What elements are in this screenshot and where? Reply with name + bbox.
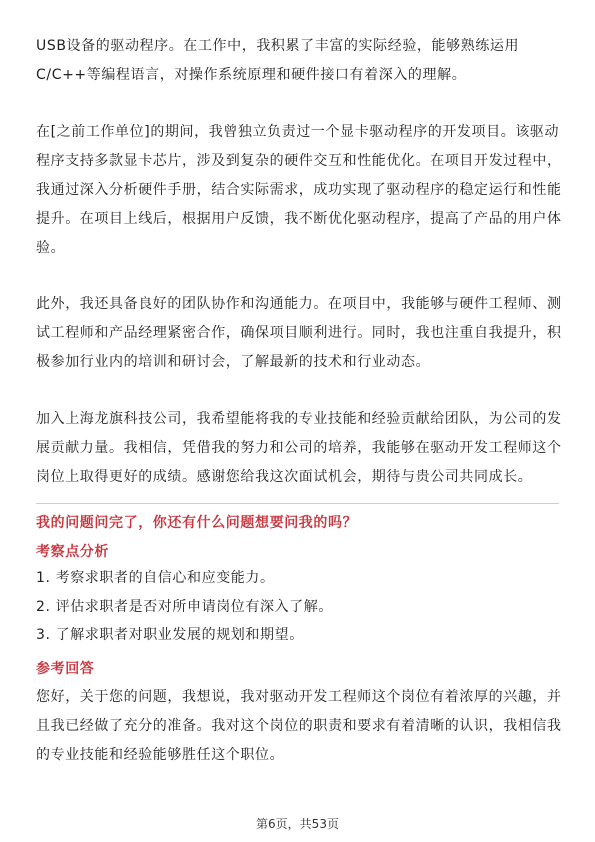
paragraph-line: 程序支持多款显卡芯片，涉及到复杂的硬件交互和性能优化。在项目开发过程中， xyxy=(36,153,562,169)
paragraph-line: 我通过深入分析硬件手册，结合实际需求，成功实现了驱动程序的稳定运行和性能 xyxy=(36,182,562,198)
paragraph-line: USB设备的驱动程序。在工作中，我积累了丰富的实际经验，能够熟练运用 xyxy=(36,38,520,54)
paragraph-line: 极参加行业内的培训和研讨会，了解最新的技术和行业动态。 xyxy=(36,354,431,370)
paragraph-line: 在[之前工作单位]的期间，我曾独立负责过一个显卡驱动程序的开发项目。该驱动 xyxy=(36,124,560,140)
paragraph-line: 且我已经做了充分的准备。我对这个岗位的职责和要求有着清晰的认识，我相信我 xyxy=(36,718,562,734)
analysis-item: 1. 考察求职者的自信心和应变能力。 xyxy=(36,570,275,586)
paragraph-line: 展贡献力量。我相信，凭借我的努力和公司的培养，我能够在驱动开发工程师这个 xyxy=(36,440,562,456)
analysis-item: 2. 评估求职者是否对所申请岗位有深入了解。 xyxy=(36,599,334,615)
paragraph-line: 加入上海龙旗科技公司，我希望能将我的专业技能和经验贡献给团队，为公司的发 xyxy=(36,411,562,427)
paragraph-line: 试工程师和产品经理紧密合作，确保项目顺利进行。同时，我也注重自我提升，积 xyxy=(36,325,562,341)
reference-answer xyxy=(36,683,560,770)
analysis-item: 3. 了解求职者对职业发展的规划和期望。 xyxy=(36,627,304,643)
paragraph-line: 验。 xyxy=(36,240,66,256)
paragraph-motivation xyxy=(36,405,560,492)
page-number: 第6页，共53页 xyxy=(256,817,339,831)
reference-heading: 参考回答 xyxy=(36,661,95,677)
paragraph-line: 的专业技能和经验能够胜任这个职位。 xyxy=(36,747,285,763)
paragraph-line: 提升。在项目上线后，根据用户反馈，我不断优化驱动程序，提高了产品的用户体 xyxy=(36,211,562,227)
paragraph-line: 岗位上取得更好的成绩。感谢您给我这次面试机会，期待与贵公司共同成长。 xyxy=(36,469,533,485)
paragraph-experience xyxy=(36,32,560,90)
analysis-heading: 考察点分析 xyxy=(36,544,109,560)
paragraph-line: 您好，关于您的问题，我想说，我对驱动开发工程师这个岗位有着浓厚的兴趣，并 xyxy=(36,689,562,705)
paragraph-line: 此外，我还具备良好的团队协作和沟通能力。在项目中，我能够与硬件工程师、测 xyxy=(36,296,562,312)
paragraph-project xyxy=(36,118,560,263)
interview-question: 我的问题问完了，你还有什么问题想要问我的吗？ xyxy=(36,515,358,531)
paragraph-teamwork xyxy=(36,290,560,377)
paragraph-line: C/C++等编程语言，对操作系统原理和硬件接口有着深入的理解。 xyxy=(36,67,467,83)
section-divider xyxy=(36,503,559,504)
